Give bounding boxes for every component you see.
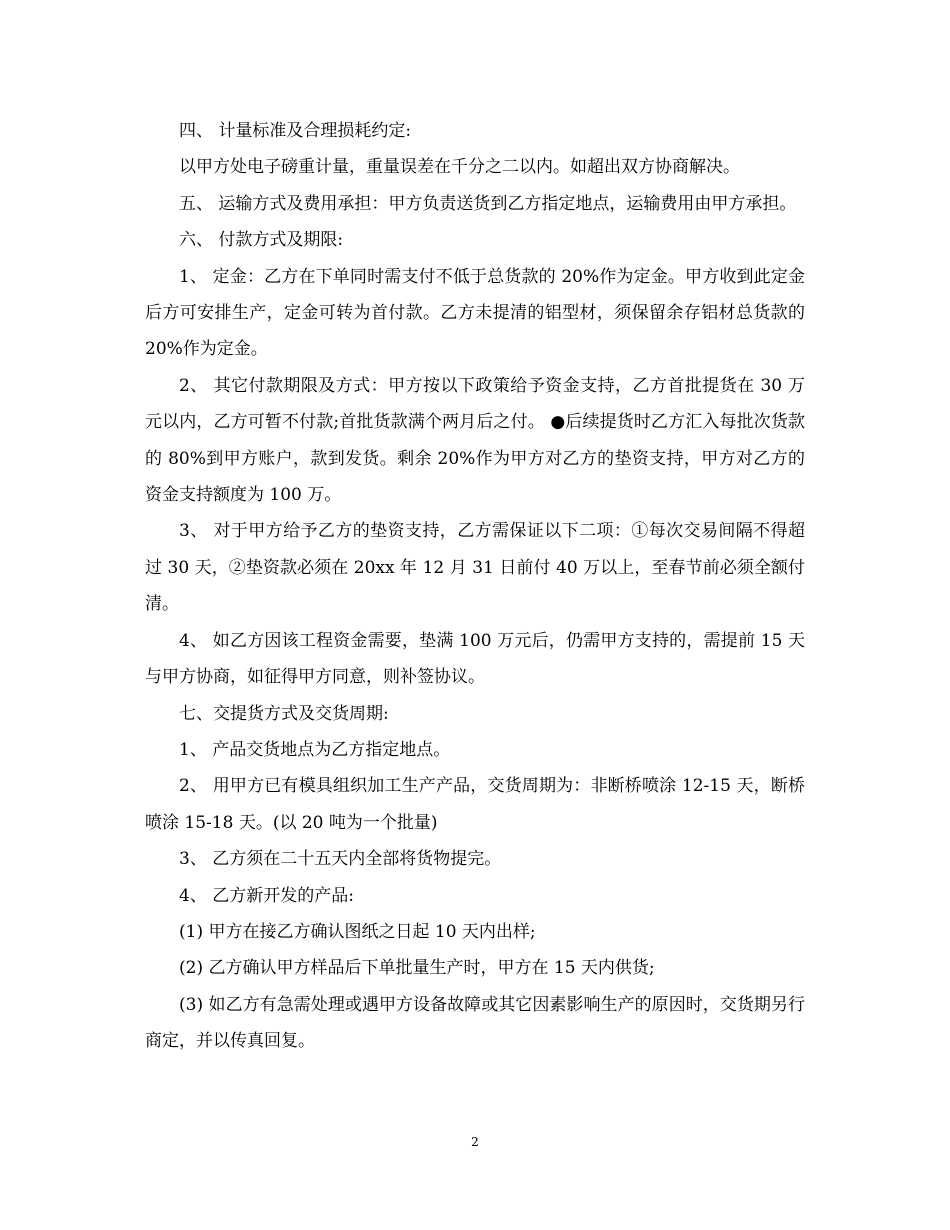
paragraph-other-payment-terms: 2、 其它付款期限及方式：甲方按以下政策给予资金支持，乙方首批提货在 30 万元以内，乙方可暂不付款;首批货款满个两月后之付。 ●后续提货时乙方汇入每批次货款的 80%到甲方账户，款到发货。剩余 20%作为甲方对乙方的垫资支持，甲方对乙方的资金支持额度为 100 万。 [145, 375, 805, 506]
paragraph-weighing-standard: 以甲方处电子磅重计量，重量误差在千分之二以内。如超出双方协商解决。 [179, 157, 740, 178]
paragraph-section-5-transport: 五、 运输方式及费用承担：甲方负责送货到乙方指定地点，运输费用由甲方承担。 [179, 193, 797, 214]
page-number: 2 [471, 1135, 479, 1149]
paragraph-section-6-heading: 六、 付款方式及期限: [179, 230, 344, 251]
paragraph-deposit: 1、 定金：乙方在下单同时需支付不低于总货款的 20%作为定金。甲方收到此定金后方可安排生产，定金可转为首付款。乙方未提清的铝型材，须保留余存铝材总货款的 20%作为定金。 [145, 266, 805, 360]
paragraph-urgent-handling: (3) 如乙方有急需处理或遇甲方设备故障或其它因素影响生产的原因时，交货期另行商定，并以传真回复。 [145, 994, 805, 1052]
paragraph-delivery-location: 1、 产品交货地点为乙方指定地点。 [179, 739, 451, 760]
paragraph-section-7-heading: 七、交提货方式及交货周期: [179, 703, 389, 724]
paragraph-additional-support: 4、 如乙方因该工程资金需要，垫满 100 万元后，仍需甲方支持的，需提前 15 天与甲方协商，如征得甲方同意，则补签协议。 [145, 630, 805, 688]
paragraph-batch-supply: (2) 乙方确认甲方样品后下单批量生产时，甲方在 15 天内供货; [179, 958, 655, 979]
paragraph-section-4-heading: 四、 计量标准及合理损耗约定: [179, 121, 412, 141]
paragraph-new-products: 4、 乙方新开发的产品: [179, 885, 354, 906]
paragraph-sample-timing: (1) 甲方在接乙方确认图纸之日起 10 天内出样; [179, 921, 536, 942]
document-body [145, 113, 805, 1060]
paragraph-pickup-deadline: 3、 乙方须在二十五天内全部将货物提完。 [179, 849, 502, 870]
paragraph-delivery-cycle: 2、 用甲方已有模具组织加工生产产品，交货周期为：非断桥喷涂 12-15 天，断桥喷涂 15-18 天。(以 20 吨为一个批量) [145, 776, 805, 833]
paragraph-advance-guarantee: 3、 对于甲方给予乙方的垫资支持，乙方需保证以下二项：①每次交易间隔不得超过 30 天，②垫资款必须在 20xx 年 12 月 31 日前付 40 万以上，至春节前必须全额付清。 [145, 521, 805, 615]
